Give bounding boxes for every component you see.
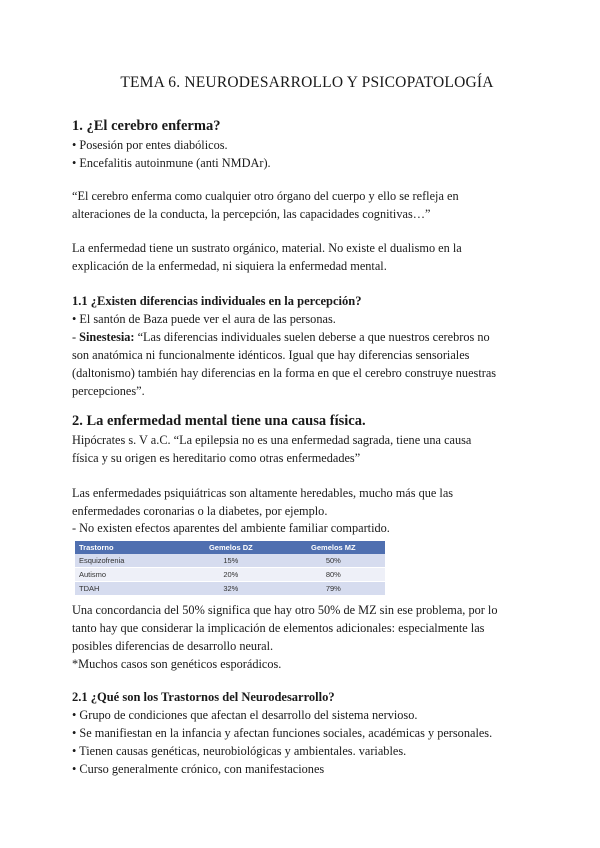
- s11-sinestesia-text: “Las diferencias individuales suelen deberse a que nuestros cerebros no: [134, 330, 490, 344]
- table-cell: 20%: [180, 568, 282, 582]
- table-header-row: [75, 541, 385, 554]
- s1-quote-line-1: “El cerebro enferma como cualquier otro órgano del cuerpo y ello se refleja en: [72, 189, 459, 203]
- table-cell: Esquizofrenia: [75, 554, 180, 568]
- s1-paragraph-line-2: explicación de la enfermedad, ni siquiera la enfermedad mental.: [72, 259, 387, 273]
- table-cell: 79%: [282, 582, 385, 596]
- table-header-trastorno: Trastorno: [75, 541, 180, 554]
- s21-bullet-1: • Grupo de condiciones que afectan el desarrollo del sistema nervioso.: [72, 708, 418, 722]
- s1-bullet-2: • Encefalitis autoinmune (anti NMDAr).: [72, 156, 271, 170]
- s11-sinestesia-line-4: percepciones”.: [72, 384, 145, 398]
- s11-sinestesia-line-2: son anatómica ni funcionalmente idénticos. Igual que hay diferencias sensoriales: [72, 348, 470, 362]
- section-1-1-heading: 1.1 ¿Existen diferencias individuales en la percepción?: [72, 294, 362, 308]
- table-row: [75, 568, 385, 582]
- document-title: TEMA 6. NEURODESARROLLO Y PSICOPATOLOGÍA: [120, 74, 494, 91]
- s2-line-8: posibles diferencias de desarrollo neural.: [72, 639, 274, 653]
- sinestesia-label: Sinestesia:: [79, 330, 135, 344]
- twin-concordance-table: [75, 541, 385, 596]
- s2-line-9: *Muchos casos son genéticos esporádicos.: [72, 657, 282, 671]
- s11-sinestesia-line-3: (daltonismo) también hay diferencias en la forma en que el cerebro construye nuestras: [72, 366, 497, 380]
- s11-dash: -: [72, 330, 80, 344]
- s2-line-4: enfermedades coronarias o la diabetes, por ejemplo.: [72, 504, 328, 518]
- s2-line-7: tanto hay que considerar la implicación de elementos adicionales: especialmente las: [72, 621, 485, 635]
- table-header-dz: Gemelos DZ: [180, 541, 282, 554]
- table-row: [75, 582, 385, 596]
- s2-line-6: Una concordancia del 50% significa que hay otro 50% de MZ sin ese problema, por lo: [72, 603, 498, 617]
- table-cell: TDAH: [75, 582, 180, 596]
- table-cell: 15%: [180, 554, 282, 568]
- s1-bullet-1: • Posesión por entes diabólicos.: [72, 138, 228, 152]
- s1-quote-line-2: alteraciones de la conducta, la percepción, las capacidades cognitivas…”: [72, 207, 431, 221]
- s11-sinestesia-line-1: [72, 330, 490, 345]
- s21-bullet-3: • Tienen causas genéticas, neurobiológicas y ambientales. variables.: [72, 744, 407, 758]
- table-cell: Autismo: [75, 568, 180, 582]
- table-row: [75, 554, 385, 568]
- s2-line-1: Hipócrates s. V a.C. “La epilepsia no es una enfermedad sagrada, tiene una causa: [72, 433, 472, 447]
- s21-bullet-4: • Curso generalmente crónico, con manifestaciones: [72, 762, 325, 776]
- s21-bullet-2: • Se manifiestan en la infancia y afectan funciones sociales, académicas y personales.: [72, 726, 493, 740]
- table-header-mz: Gemelos MZ: [282, 541, 385, 554]
- table-cell: 80%: [282, 568, 385, 582]
- table-cell: 50%: [282, 554, 385, 568]
- section-2-heading: 2. La enfermedad mental tiene una causa física.: [72, 413, 366, 429]
- section-1-heading: 1. ¿El cerebro enferma?: [72, 118, 221, 134]
- s1-paragraph-line-1: La enfermedad tiene un sustrato orgánico, material. No existe el dualismo en la: [72, 241, 462, 255]
- table-cell: 32%: [180, 582, 282, 596]
- s2-line-5: - No existen efectos aparentes del ambiente familiar compartido.: [72, 521, 390, 535]
- section-2-1-heading: 2.1 ¿Qué son los Trastornos del Neurodesarrollo?: [72, 690, 335, 704]
- s2-line-3: Las enfermedades psiquiátricas son altamente heredables, mucho más que las: [72, 486, 454, 500]
- s11-bullet-1: • El santón de Baza puede ver el aura de las personas.: [72, 312, 336, 326]
- s2-line-2: física y su origen es hereditario como otras enfermedades”: [72, 451, 361, 465]
